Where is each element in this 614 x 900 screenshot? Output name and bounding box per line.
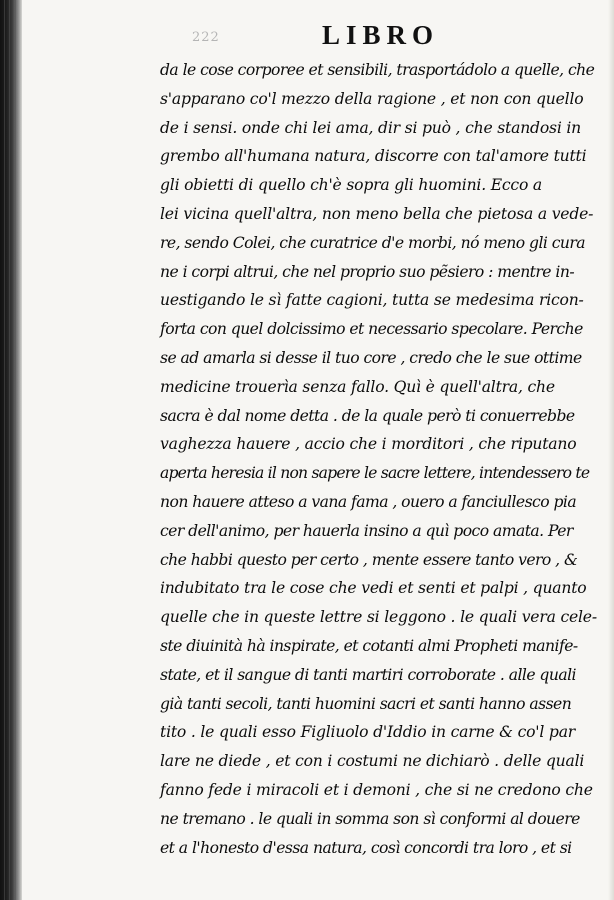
text-line: se ad amarla si desse il tuo core , credo che le sue ottime (160, 348, 582, 367)
text-line: uestigando le sì fatte cagioni, tutta se medesima ricon- (160, 291, 584, 310)
text-line: medicine trouerìa senza fallo. Quì è quell'altra, che (160, 377, 555, 396)
text-line: cer dell'animo, per hauerla insino a quì poco amata. Per (160, 521, 573, 540)
text-line: quelle che in queste lettre si leggono . le quali vera cele- (160, 608, 597, 627)
text-line: ne tremano . le quali in somma son sì conformi al douere (160, 809, 580, 828)
text-line: che habbi questo per certo , mente essere tanto vero , & (160, 550, 578, 569)
text-line: ste diuinità hà inspirate, et cotanti almi Propheti manife- (160, 636, 578, 655)
text-line: lei vicina quell'altra, non meno bella che pietosa a vede- (160, 204, 594, 223)
text-line: re, sendo Colei, che curatrice d'e morbi, nó meno gli cura (160, 233, 586, 252)
text-line: tito . le quali esso Figliuolo d'Iddio in carne & co'l par (160, 723, 576, 742)
running-head: LIBRO (322, 20, 440, 50)
text-line: de i sensi. onde chi lei ama, dir si può , che standosi in (160, 118, 581, 137)
text-line: s'apparano co'l mezzo della ragione , et non con quello (160, 89, 584, 108)
page-number: 222 (192, 30, 220, 45)
text-line: fanno fede i miracoli et i demoni , che si ne credono che (160, 780, 593, 799)
gutter-line (9, 0, 10, 900)
text-line: state, et il sangue di tanti martiri corroborate . alle quali (160, 665, 576, 684)
text-line: vaghezza hauere , accio che i morditori , che riputano (160, 435, 577, 454)
text-line: et a l'honesto d'essa natura, così concordi tra loro , et si (160, 838, 572, 857)
text-line: forta con quel dolcissimo et necessario specolare. Perche (160, 320, 583, 339)
text-line: gli obietti di quello ch'è sopra gli huomini. Ecco a (160, 176, 543, 195)
body-text (160, 56, 610, 862)
text-line: non hauere atteso a vana fama , ouero a fanciullesco pia (160, 492, 577, 511)
text-line: indubitato tra le cose che vedi et senti et palpi , quanto (160, 579, 587, 598)
text-line: ne i corpi altrui, che nel proprio suo pẽsiero : mentre in- (160, 262, 575, 281)
text-line: già tanti secoli, tanti huomini sacri et santi hanno assen (160, 694, 572, 713)
text-line: aperta heresia il non sapere le sacre lettere, intendessero te (160, 464, 590, 483)
gutter-line (4, 0, 5, 900)
text-line: grembo all'humana natura, discorre con tal'amore tutti (160, 147, 587, 166)
text-line: lare ne diede , et con i costumi ne dichiarò . delle quali (160, 752, 585, 771)
text-line: da le cose corporee et sensibili, trasportádolo a quelle, che (160, 61, 595, 79)
gutter-line (15, 0, 16, 900)
text-line: sacra è dal nome detta . de la quale però ti conuerrebbe (160, 406, 575, 425)
